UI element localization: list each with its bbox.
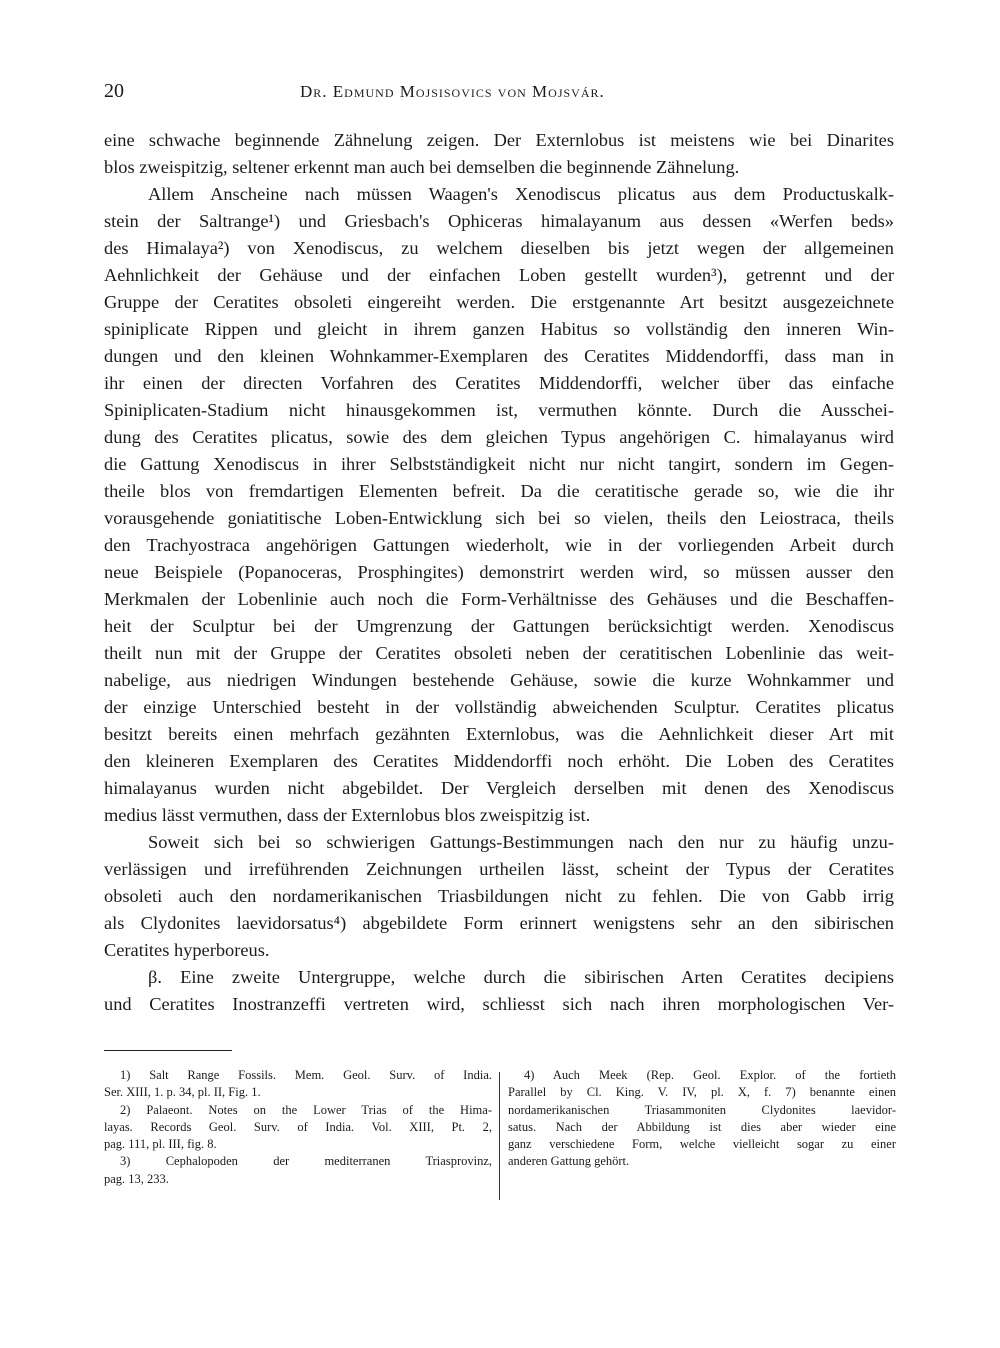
- text-line: den kleineren Exemplaren des Ceratites Middendorffi noch erhöht. Die Loben des Ceratites: [104, 751, 894, 771]
- footnotes-left-column: [104, 1067, 492, 1188]
- text-line: und Ceratites Inostranzeffi vertreten wird, schliesst sich nach ihren morphologischen Ver-: [104, 994, 894, 1014]
- text-line: Gruppe der Ceratites obsoleti eingereiht werden. Die erstgenannte Art besitzt ausgezeichnete: [104, 292, 894, 312]
- text-line: dung des Ceratites plicatus, sowie des dem gleichen Typus angehörigen C. himalayanus wird: [104, 427, 894, 447]
- footnote-line: layas. Records Geol. Surv. of India. Vol. XIII, Pt. 2,: [104, 1119, 492, 1134]
- footnote-line: Parallel by Cl. King. V. IV, pl. X, f. 7) benannte einen: [508, 1085, 896, 1100]
- footnote-line: Ser. XIII, 1. p. 34, pl. II, Fig. 1.: [104, 1085, 261, 1100]
- text-line: besitzt bereits einen mehrfach gezähnten Externlobus, was die Aehnlichkeit dieser Art mit: [104, 724, 894, 744]
- text-line: nabelige, aus niedrigen Windungen bestehende Gehäuse, sowie die kurze Wohnkammer und: [104, 670, 894, 690]
- text-line: dungen und den kleinen Wohnkammer-Exemplaren des Ceratites Middendorffi, dass man in: [104, 346, 894, 366]
- text-line: die Gattung Xenodiscus in ihrer Selbstständigkeit nicht nur nicht tangirt, sondern im Gegen-: [104, 454, 894, 474]
- footnote-line: nordamerikanischen Triasammoniten Clydonites laevidor-: [508, 1102, 896, 1117]
- text-line: Ceratites hyperboreus.: [104, 940, 270, 960]
- text-line: Spiniplicaten-Stadium nicht hinausgekommen ist, vermuthen könnte. Durch die Ausschei-: [104, 400, 894, 420]
- text-line: β. Eine zweite Untergruppe, welche durch die sibirischen Arten Ceratites decipiens: [148, 967, 894, 987]
- footnote-line: ganz verschiedene Form, welche vielleicht sogar zu einer: [508, 1137, 896, 1152]
- text-line: den Trachyostraca angehörigen Gattungen wiederholt, wie in der vorliegenden Arbeit durch: [104, 535, 894, 555]
- footnotes-right-column: [508, 1067, 896, 1171]
- footnote-line: 1) Salt Range Fossils. Mem. Geol. Surv. of India.: [120, 1068, 492, 1082]
- text-line: der einzige Unterschied besteht in der vollständig abweichenden Sculptur. Ceratites plicatus: [104, 697, 894, 717]
- text-line: verlässigen und irreführenden Zeichnungen urtheilen lässt, scheint der Typus der Ceratites: [104, 859, 894, 879]
- body-text: [104, 127, 894, 1018]
- text-line: himalayanus wurden nicht abgebildet. Der Vergleich derselben mit denen des Xenodiscus: [104, 778, 894, 798]
- text-line: eine schwache beginnende Zähnelung zeigen. Der Externlobus ist meistens wie bei Dinarites: [104, 130, 894, 150]
- footnote-line: 3) Cephalopoden der mediterranen Triasprovinz,: [120, 1154, 492, 1169]
- text-line: heit der Sculptur bei der Umgrenzung der Gattungen berücksichtigt werden. Xenodiscus: [104, 616, 894, 636]
- text-line: obsoleti auch den nordamerikanischen Triasbildungen nicht zu fehlen. Die von Gabb irrig: [104, 886, 894, 906]
- footnote-line: pag. 13, 233.: [104, 1171, 169, 1186]
- footnote-line: 2) Palaeont. Notes on the Lower Trias of the Hima-: [120, 1102, 492, 1117]
- page-header: [104, 80, 894, 110]
- text-line: stein der Saltrange¹) und Griesbach's Ophiceras himalayanum aus dessen «Werfen beds»: [104, 211, 894, 231]
- text-line: als Clydonites laevidorsatus⁴) abgebildete Form erinnert wenigstens sehr an den sibirischen: [104, 913, 894, 933]
- text-line: Soweit sich bei so schwierigen Gattungs-Bestimmungen nach den nur zu häufig unzu-: [148, 832, 894, 852]
- text-line: blos zweispitzig, seltener erkennt man auch bei demselben die beginnende Zähnelung.: [104, 157, 740, 177]
- text-line: ihr einen der directen Vorfahren des Ceratites Middendorffi, welcher über das einfache: [104, 373, 894, 393]
- text-line: Aehnlichkeit der Gehäuse und der einfachen Loben gestellt wurden³), getrennt und der: [104, 265, 894, 285]
- text-line: theile blos von fremdartigen Elementen befreit. Da die ceratitische gerade so, wie die ihr: [104, 481, 894, 501]
- text-line: medius lässt vermuthen, dass der Externlobus blos zweispitzig ist.: [104, 805, 591, 825]
- page-number: 20: [104, 80, 124, 102]
- footnote-line: 4) Auch Meek (Rep. Geol. Explor. of the fortieth: [524, 1068, 896, 1082]
- text-line: des Himalaya²) von Xenodiscus, zu welchem dieselben bis jetzt wegen der allgemeinen: [104, 238, 894, 258]
- text-line: Allem Anscheine nach müssen Waagen's Xenodiscus plicatus aus dem Productuskalk-: [148, 184, 894, 204]
- text-line: vorausgehende goniatitische Loben-Entwicklung sich bei so vielen, theils den Leiostraca, theils: [104, 508, 894, 528]
- footnote-line: satus. Nach der Abbildung ist dies aber wieder eine: [508, 1119, 896, 1134]
- text-line: theilt nun mit der Gruppe der Ceratites obsoleti neben der ceratitischen Lobenlinie das weit-: [104, 643, 894, 663]
- text-line: neue Beispiele (Popanoceras, Prosphingites) demonstrirt werden wird, so müssen ausser den: [104, 562, 894, 582]
- footnote-line: pag. 111, pl. III, fig. 8.: [104, 1137, 217, 1152]
- running-head: Dr. Edmund Mojsisovics von Mojsvár.: [300, 82, 605, 101]
- footnote-column-rule: [499, 1072, 500, 1200]
- footnote-divider: [104, 1050, 232, 1051]
- text-line: spiniplicate Rippen und gleicht in ihrem ganzen Habitus so vollständig den inneren Win-: [104, 319, 894, 339]
- footnote-line: anderen Gattung gehört.: [508, 1154, 630, 1169]
- text-line: Merkmalen der Lobenlinie auch noch die Form-Verhältnisse des Gehäuses und die Beschaffen-: [104, 589, 894, 609]
